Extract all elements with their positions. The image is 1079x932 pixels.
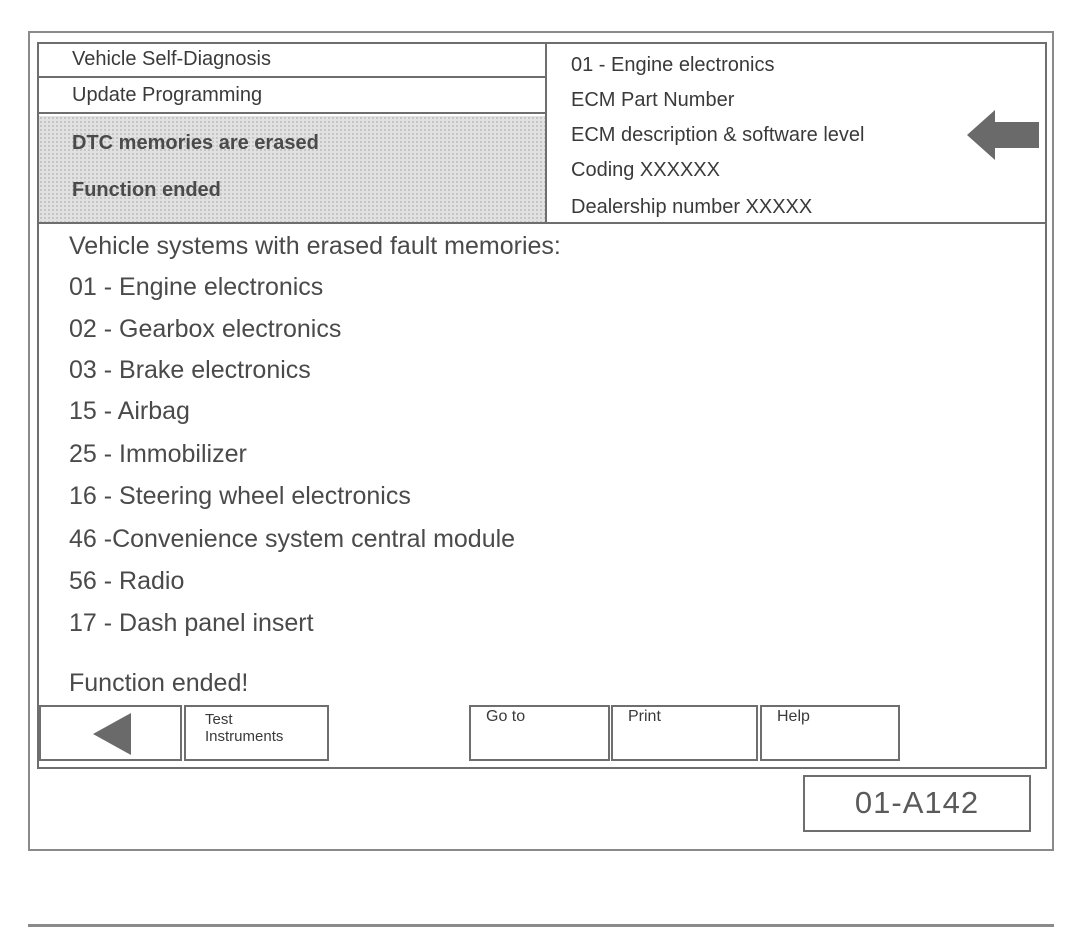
list-item: 25 - Immobilizer (69, 440, 247, 468)
list-item: 46 -Convenience system central module (69, 525, 516, 553)
list-heading: Vehicle systems with erased fault memories: (69, 232, 561, 260)
dealership-number: Dealership number XXXXX (571, 196, 813, 218)
goto-button[interactable] (469, 705, 610, 761)
list-item: 56 - Radio (69, 567, 185, 595)
list-item: 17 - Dash panel insert (69, 609, 314, 637)
button-label-line: Instruments (205, 728, 284, 745)
list-item: 01 - Engine electronics (69, 273, 324, 301)
diagnostic-screen (37, 42, 1047, 769)
function-ended-message: Function ended! (69, 669, 249, 697)
module-info (547, 44, 1045, 224)
button-label: Go to (486, 708, 526, 725)
status-message: DTC memories are erased (72, 132, 319, 154)
coding: Coding XXXXXX (571, 159, 720, 181)
button-label-line: Test (205, 711, 233, 728)
list-item: 15 - Airbag (69, 397, 190, 425)
button-label: Help (777, 708, 810, 725)
divider (28, 924, 1054, 927)
ecm-part-number: ECM Part Number (571, 89, 735, 111)
test-instruments-button[interactable] (184, 705, 329, 761)
help-button[interactable] (760, 705, 900, 761)
print-button[interactable] (611, 705, 758, 761)
menu-item-label: Update Programming (72, 84, 263, 106)
list-item: 02 - Gearbox electronics (69, 315, 342, 343)
back-button[interactable] (39, 705, 182, 761)
status-panel (39, 116, 545, 222)
menu-item-label: Vehicle Self-Diagnosis (72, 48, 271, 70)
function-menu (39, 44, 547, 224)
module-name: 01 - Engine electronics (571, 54, 775, 76)
button-label: Print (628, 708, 661, 725)
arrow-left-icon (93, 713, 133, 755)
ecm-description: ECM description & software level (571, 124, 865, 146)
menu-item-self-diagnosis[interactable] (39, 44, 545, 78)
list-item: 03 - Brake electronics (69, 356, 311, 384)
menu-item-update-programming[interactable] (39, 80, 545, 114)
pointer-arrow-icon (967, 110, 1039, 160)
button-label (205, 711, 283, 745)
list-item: 16 - Steering wheel electronics (69, 482, 411, 510)
status-message: Function ended (72, 179, 221, 201)
screen-code: 01-A142 (803, 775, 1031, 832)
